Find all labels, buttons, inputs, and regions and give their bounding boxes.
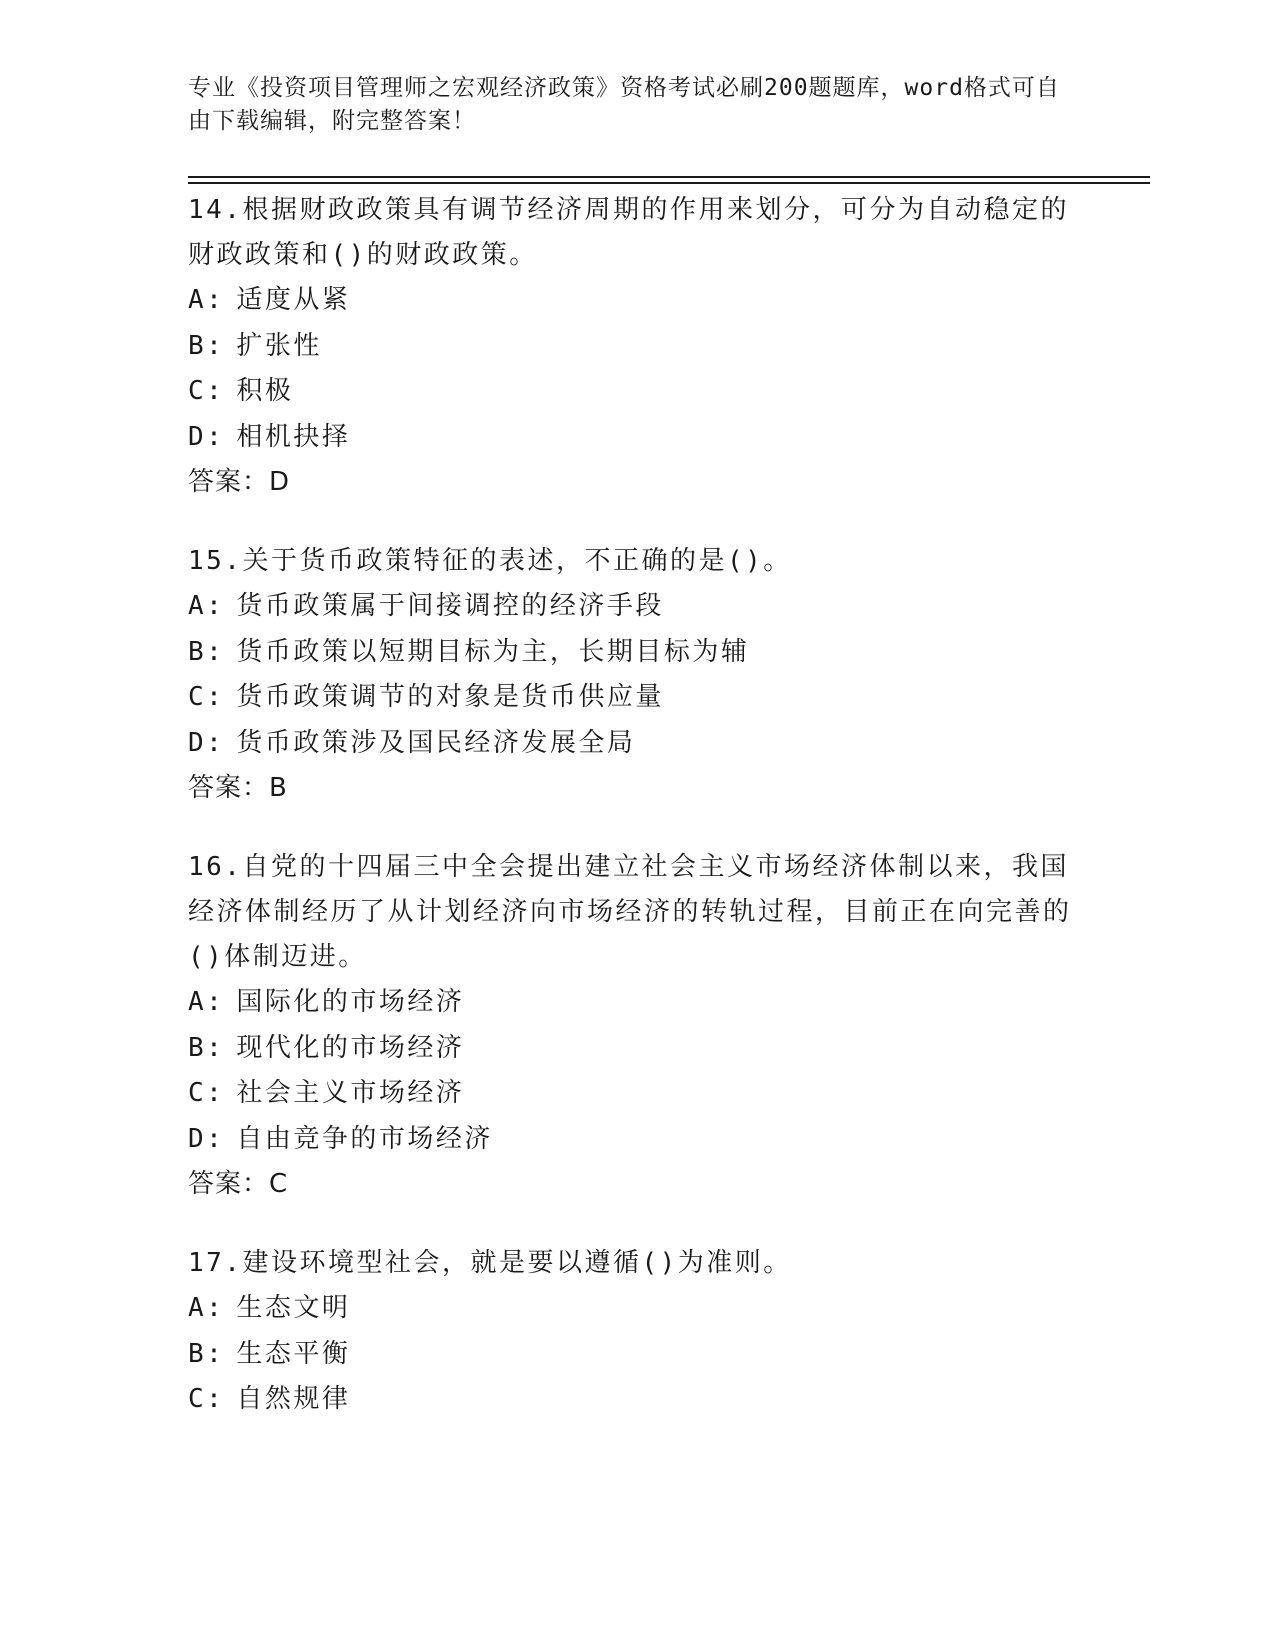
option-text: 扩张性: [236, 330, 322, 361]
option-text: 货币政策涉及国民经济发展全局: [236, 727, 636, 758]
option-label: C:: [188, 376, 225, 406]
option-d: [188, 1117, 1088, 1163]
option-text: 货币政策属于间接调控的经济手段: [236, 591, 664, 621]
answer-line: 答案：C: [188, 1169, 289, 1199]
header-divider-bottom: [188, 182, 1150, 184]
option-label: A:: [188, 987, 225, 1017]
answer-line: 答案：B: [188, 773, 288, 803]
option-b: [188, 1332, 1088, 1378]
option-text: 积极: [236, 376, 294, 406]
option-c: [188, 1377, 1088, 1423]
option-label: B:: [188, 1032, 225, 1063]
document-header: 专业《投资项目管理师之宏观经济政策》资格考试必刷200题题库，word格式可自由下载编辑，附完整答案！: [188, 75, 1060, 134]
option-label: A:: [188, 591, 225, 621]
option-b: [188, 1026, 1088, 1072]
option-c: [188, 1071, 1088, 1117]
option-label: C:: [188, 1078, 225, 1108]
option-label: D:: [188, 727, 225, 758]
option-text: 相机抉择: [236, 421, 351, 452]
option-a: [188, 1286, 1088, 1332]
option-label: A:: [188, 1293, 225, 1323]
option-a: [188, 584, 1088, 630]
option-a: [188, 980, 1088, 1026]
option-text: 自然规律: [236, 1384, 351, 1414]
option-text: 现代化的市场经济: [236, 1032, 465, 1063]
question-14: [188, 188, 1088, 505]
header-divider-top: [188, 176, 1150, 178]
option-text: 货币政策以短期目标为主，长期目标为辅: [236, 636, 750, 667]
option-b: [188, 630, 1088, 676]
option-d: [188, 415, 1088, 461]
question-17: [188, 1241, 1088, 1423]
option-a: [188, 278, 1088, 324]
option-d: [188, 721, 1088, 767]
option-text: 国际化的市场经济: [236, 987, 465, 1017]
option-text: 货币政策调节的对象是货币供应量: [236, 682, 664, 712]
option-label: C:: [188, 682, 225, 712]
question-stem: 14.根据财政政策具有调节经济周期的作用来划分，可分为自动稳定的财政政策和()的财政政策。: [188, 195, 1069, 270]
option-c: [188, 675, 1088, 721]
option-label: B:: [188, 636, 225, 667]
option-text: 生态文明: [236, 1293, 351, 1323]
question-15: [188, 539, 1088, 811]
option-text: 生态平衡: [236, 1338, 351, 1369]
question-list: [188, 188, 1088, 1457]
question-stem: 16.自党的十四届三中全会提出建立社会主义市场经济体制以来，我国经济体制经历了从计划经济向市场经济的转轨过程，目前正在向完善的()体制迈进。: [188, 852, 1072, 972]
question-16: [188, 845, 1088, 1207]
answer-line: 答案：D: [188, 467, 291, 497]
question-stem: 15.关于货币政策特征的表述，不正确的是()。: [188, 546, 792, 576]
option-b: [188, 324, 1088, 370]
question-stem: 17.建设环境型社会，就是要以遵循()为准则。: [188, 1248, 792, 1278]
option-text: 自由竞争的市场经济: [236, 1123, 493, 1154]
option-c: [188, 369, 1088, 415]
option-label: D:: [188, 421, 225, 452]
option-label: C:: [188, 1384, 225, 1414]
option-label: D:: [188, 1123, 225, 1154]
option-label: A:: [188, 285, 225, 315]
option-label: B:: [188, 330, 225, 361]
option-label: B:: [188, 1338, 225, 1369]
option-text: 社会主义市场经济: [236, 1078, 465, 1108]
option-text: 适度从紧: [236, 285, 351, 315]
